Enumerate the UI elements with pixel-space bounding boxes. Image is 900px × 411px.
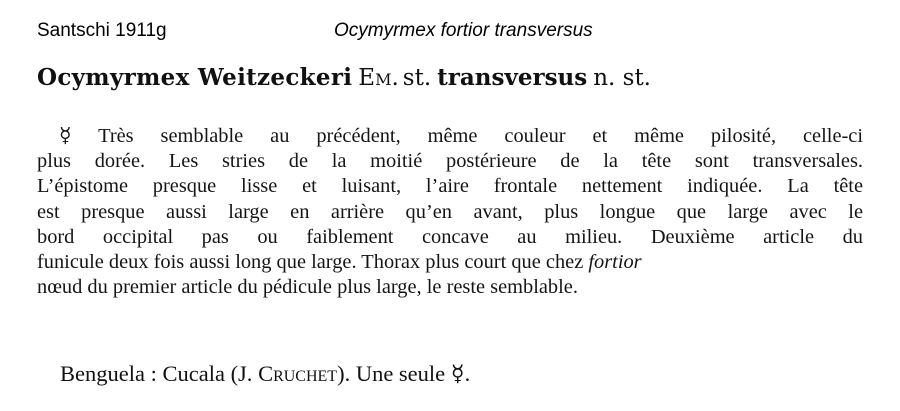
taxon-title <box>37 64 651 91</box>
taxon-header: Ocymyrmex fortior transversus <box>334 20 593 41</box>
description-paragraph <box>37 124 863 300</box>
locality-line <box>60 361 470 387</box>
description-line: L’épistome presque lisse et luisant, l’aire frontale nettement indiquée. La tête <box>37 175 863 198</box>
collector-name: Cruchet <box>258 361 338 386</box>
description-line: ☿ Très semblable au précédent, même couleur et même pilosité, celle-ci <box>59 125 863 147</box>
description-italic-word: fortior <box>588 251 642 274</box>
title-rank: st. <box>402 65 432 91</box>
description-line-text: funicule deux fois aussi long que large. Thorax plus court que chez <box>37 251 584 274</box>
title-genus-species: Ocymyrmex Weitzeckeri <box>37 64 353 91</box>
title-subspecies: transversus <box>437 64 588 91</box>
description-line: bord occipital pas ou faiblement concave au milieu. Deuxième article du <box>37 225 863 248</box>
locality-suffix: ). Une seule ☿. <box>337 361 471 386</box>
title-author: Em. <box>358 65 399 91</box>
locality-prefix: Benguela : Cucala (J. <box>60 361 253 386</box>
title-rank-note: n. st. <box>593 65 651 91</box>
citation-header: Santschi 1911g <box>37 20 167 41</box>
description-line <box>37 250 863 275</box>
description-line: plus dorée. Les stries de la moitié postérieure de la tête sont transversales. <box>37 150 863 173</box>
description-line: nœud du premier article du pédicule plus large, le reste semblable. <box>37 276 578 299</box>
description-line: est presque aussi large en arrière qu’en avant, plus longue que large avec le <box>37 200 863 223</box>
